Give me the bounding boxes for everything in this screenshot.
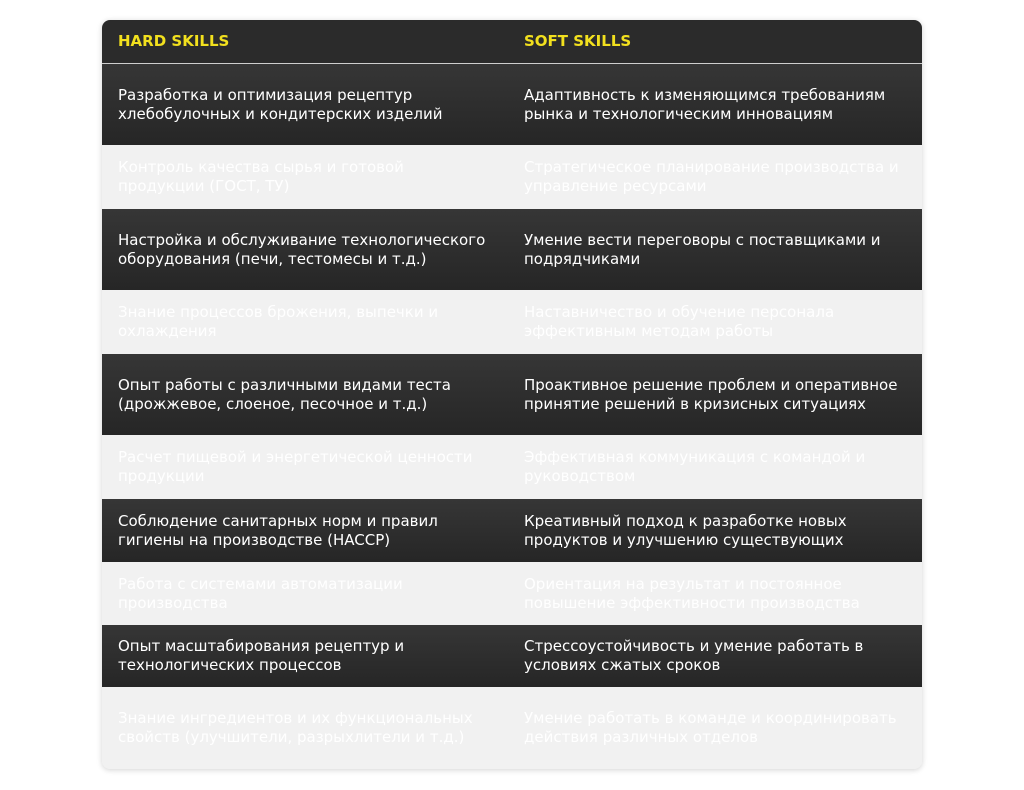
table-row bbox=[102, 290, 922, 354]
soft-skill-cell: Адаптивность к изменяющимся требованиям рынка и технологическим инновациям bbox=[524, 85, 886, 123]
hard-skills-header: HARD SKILLS bbox=[118, 32, 230, 50]
hard-skill-cell: Знание ингредиентов и их функциональных свойств (улучшители, разрыхлители и т.д.) bbox=[118, 709, 473, 746]
table-row bbox=[102, 625, 922, 687]
table-row bbox=[102, 145, 922, 209]
table-header bbox=[102, 20, 922, 64]
skills-table bbox=[102, 20, 922, 769]
hard-skill-cell: Опыт работы с различными видами теста (дрожжевое, слоеное, песочное и т.д.) bbox=[118, 375, 451, 413]
hard-skill-cell: Соблюдение санитарных норм и правил гигиены на производстве (HACCP) bbox=[118, 511, 438, 549]
table-row bbox=[102, 687, 922, 769]
hard-skill-cell: Разработка и оптимизация рецептур хлебобулочных и кондитерских изделий bbox=[118, 85, 443, 123]
hard-skill-cell: Контроль качества сырья и готовой продукции (ГОСТ, ТУ) bbox=[118, 158, 404, 195]
table-row bbox=[102, 64, 922, 145]
table-row bbox=[102, 499, 922, 562]
hard-skill-cell: Работа с системами автоматизации производства bbox=[118, 574, 403, 612]
hard-skill-cell: Опыт масштабирования рецептур и технологических процессов bbox=[118, 637, 405, 674]
soft-skills-header: SOFT SKILLS bbox=[524, 32, 632, 50]
soft-skill-cell: Эффективная коммуникация с командой и руководством bbox=[524, 448, 866, 485]
table-row bbox=[102, 435, 922, 499]
hard-skill-cell: Настройка и обслуживание технологического оборудования (печи, тестомесы и т.д.) bbox=[118, 230, 486, 268]
soft-skill-cell: Стрессоустойчивость и умение работать в условиях сжатых сроков bbox=[524, 637, 864, 674]
table-row bbox=[102, 562, 922, 625]
soft-skill-cell: Стратегическое планирование производства и управление ресурсами bbox=[524, 158, 899, 195]
soft-skill-cell: Ориентация на результат и постоянное повышение эффективности производства bbox=[524, 574, 860, 612]
soft-skill-cell: Умение вести переговоры с поставщиками и подрядчиками bbox=[524, 230, 881, 268]
table-row bbox=[102, 209, 922, 290]
hard-skill-cell: Расчет пищевой и энергетической ценности продукции bbox=[118, 448, 473, 485]
soft-skill-cell: Наставничество и обучение персонала эффективным методам работы bbox=[524, 303, 835, 340]
soft-skill-cell: Проактивное решение проблем и оперативное принятие решений в кризисных ситуациях bbox=[524, 375, 898, 413]
hard-skill-cell: Знание процессов брожения, выпечки и охлаждения bbox=[118, 303, 439, 340]
soft-skill-cell: Умение работать в команде и координировать действия различных отделов bbox=[524, 709, 897, 746]
table-row bbox=[102, 354, 922, 435]
soft-skill-cell: Креативный подход к разработке новых продуктов и улучшению существующих bbox=[524, 511, 847, 549]
